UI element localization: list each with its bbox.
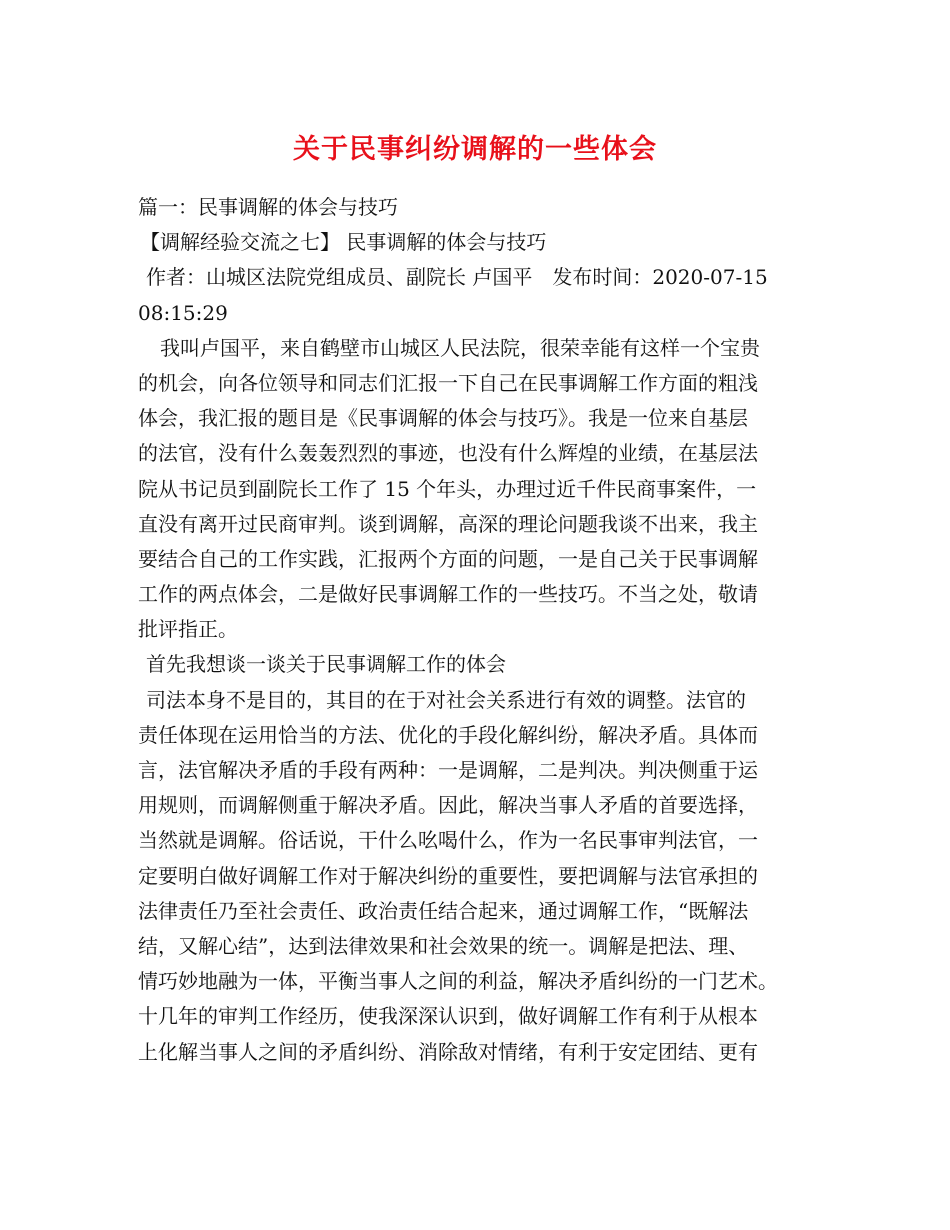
paragraph-line: 直没有离开过民商审判。谈到调解，高深的理论问题我谈不出来，我主 bbox=[138, 511, 758, 536]
paragraph-heading: 首先我想谈一谈关于民事调解工作的体会 bbox=[146, 652, 506, 677]
paragraph-line: 要结合自己的工作实践，汇报两个方面的问题，一是自己关于民事调解 bbox=[138, 546, 758, 571]
paragraph-line: 上化解当事人之间的矛盾纠纷、消除敌对情绪，有利于安定团结、更有 bbox=[138, 1039, 758, 1064]
paragraph-line: 的法官，没有什么轰轰烈烈的事迹，也没有什么辉煌的业绩，在基层法 bbox=[138, 441, 758, 466]
paragraph-line: 体会，我汇报的题目是《民事调解的体会与技巧》。我是一位来自基层 bbox=[138, 406, 748, 431]
paragraph-line: 当然就是调解。俗话说，干什么吆喝什么，作为一名民事审判法官，一 bbox=[138, 828, 758, 853]
paragraph-line: 我叫卢国平，来自鹤壁市山城区人民法院，很荣幸能有这样一个宝贵 bbox=[160, 335, 760, 360]
paragraph-line: 定要明白做好调解工作对于解决纠纷的重要性，要把调解与法官承担的 bbox=[138, 863, 758, 888]
paragraph-line: 司法本身不是目的，其目的在于对社会关系进行有效的调整。法官的 bbox=[146, 687, 746, 712]
publish-time-line: 08:15:29 bbox=[138, 300, 228, 325]
paragraph-line: 情巧妙地融为一体，平衡当事人之间的利益，解决矛盾纠纷的一门艺术。 bbox=[138, 969, 778, 994]
paragraph-line: 工作的两点体会，二是做好民事调解工作的一些技巧。不当之处，敬请 bbox=[138, 582, 758, 607]
paragraph-line: 批评指正。 bbox=[138, 617, 238, 642]
paragraph-line: 的机会，向各位领导和同志们汇报一下自己在民事调解工作方面的粗浅 bbox=[138, 370, 758, 395]
paragraph-line: 院从书记员到副院长工作了 15 个年头，办理过近千件民商事案件，一 bbox=[138, 476, 757, 501]
paragraph-line: 十几年的审判工作经历，使我深深认识到，做好调解工作有利于从根本 bbox=[138, 1004, 758, 1029]
section-heading: 篇一：民事调解的体会与技巧 bbox=[138, 195, 398, 219]
paragraph-line: 结，又解心结”，达到法律效果和社会效果的统一。调解是把法、理、 bbox=[138, 933, 749, 958]
document-title: 关于民事纠纷调解的一些体会 bbox=[293, 134, 657, 165]
paragraph-line: 法律责任乃至社会责任、政治责任结合起来，通过调解工作，“既解法 bbox=[138, 898, 749, 923]
subheading: 【调解经验交流之七】 民事调解的体会与技巧 bbox=[140, 230, 547, 255]
author-line: 作者：山城区法院党组成员、副院长 卢国平 发布时间：2020-07-15 bbox=[146, 265, 768, 290]
paragraph-line: 用规则，而调解侧重于解决矛盾。因此，解决当事人矛盾的首要选择， bbox=[138, 793, 758, 818]
paragraph-line: 责任体现在运用恰当的方法、优化的手段化解纠纷，解决矛盾。具体而 bbox=[138, 722, 758, 747]
document-body bbox=[138, 190, 823, 1070]
paragraph-line: 言，法官解决矛盾的手段有两种：一是调解，二是判决。判决侧重于运 bbox=[138, 758, 758, 782]
